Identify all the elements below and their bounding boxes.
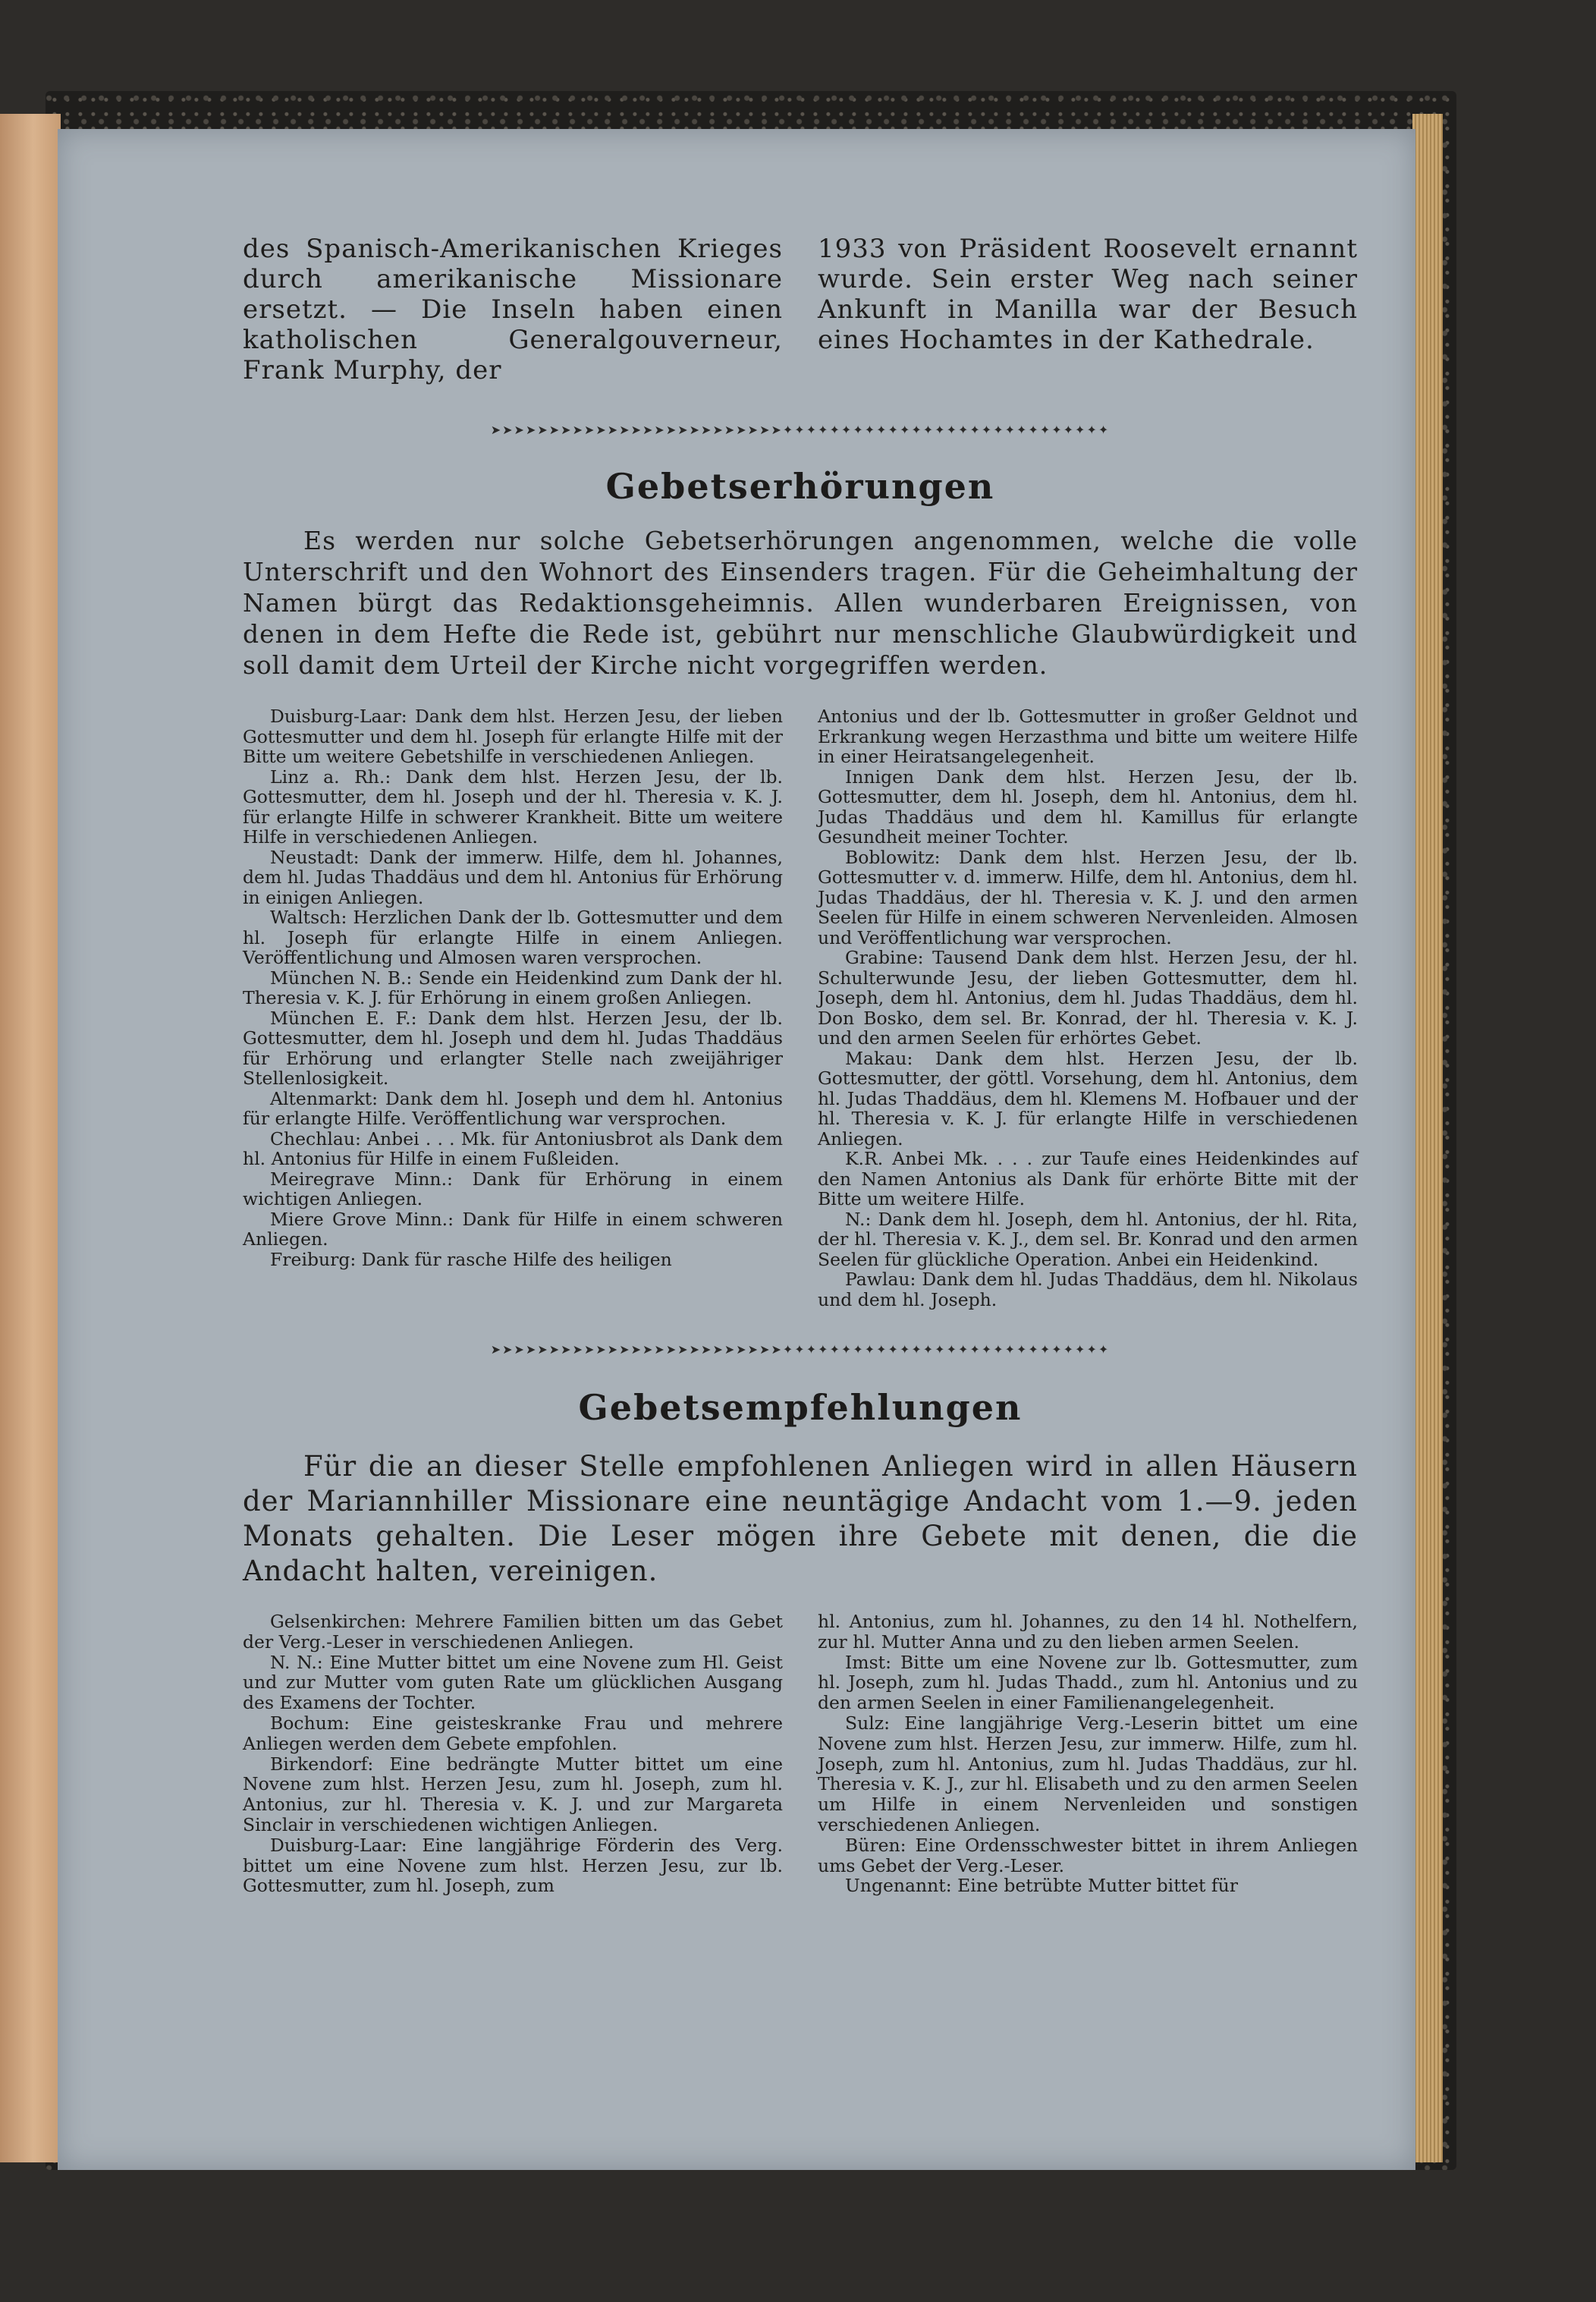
list-item: hl. Antonius, zum hl. Johannes, zu den 14 hl. Nothelfern, zur hl. Mutter Anna und zu den lieben armen Seelen. xyxy=(818,1611,1358,1653)
list-item: Sulz: Eine langjährige Verg.-Leserin bittet um eine Novene zum hlst. Herzen Jesu, zur immerw. Hilfe, zum hl. Joseph, zum hl. Antonius, zum hl. Judas Thaddäus, zur hl. Theresia v. K. J., zur hl. Elisabeth und zu den armen Seelen um Hilfe in einem Nervenleiden und sonstigen verschiedenen Anliegen. xyxy=(818,1712,1358,1835)
list-item: Birkendorf: Eine bedrängte Mutter bittet um eine Novene zum hlst. Herzen Jesu, zum hl. Joseph, zum hl. Antonius, zur hl. Theresia v. K. J. und zur Margareta Sinclair in verschiedenen wichtigen Anliegen. xyxy=(243,1753,783,1835)
list-item: Freiburg: Dank für rasche Hilfe des heiligen xyxy=(270,1248,672,1270)
section-title-gebetsempfehlungen: Gebetsempfehlungen xyxy=(578,1387,1023,1428)
section1-left-column xyxy=(243,706,783,1310)
list-item: Innigen Dank dem hlst. Herzen Jesu, der lb. Gottesmutter, dem hl. Joseph, dem hl. Antonius, dem hl. Judas Thaddäus und dem hl. Kamillus für erlangte Gesundheit meiner Tochter. xyxy=(818,766,1358,848)
ornamental-divider: ➤➤➤➤➤➤➤➤➤➤➤➤➤➤➤➤➤➤➤➤➤➤➤➤➤✦✦✦✦✦✦✦✦✦✦✦✦✦✦✦✦✦✦✦✦✦✦✦✦✦✦✦✦ xyxy=(490,425,1111,436)
list-item: Bochum: Eine geisteskranke Frau und mehrere Anliegen werden dem Gebete empfohlen. xyxy=(243,1712,783,1754)
list-item: Duisburg-Laar: Eine langjährige Förderin des Verg. bittet um eine Novene zum hlst. Herzen Jesu, zur lb. Gottesmutter, zum hl. Joseph, zum xyxy=(243,1834,783,1897)
list-item: Antonius und der lb. Gottesmutter in großer Geldnot und Erkrankung wegen Herzasthma und bitte um weitere Hilfe in einer Heiratsangelegenheit. xyxy=(818,706,1358,767)
section2-right-column xyxy=(818,1612,1358,1896)
list-item: Gelsenkirchen: Mehrere Familien bitten um das Gebet der Verg.-Leser in verschiedenen Anliegen. xyxy=(243,1611,783,1653)
top-continuation xyxy=(243,234,1358,385)
list-item: Meiregrave Minn.: Dank für Erhörung in einem wichtigen Anliegen. xyxy=(243,1168,783,1209)
list-item: Waltsch: Herzlichen Dank der lb. Gottesmutter und dem hl. Joseph für erlangte Hilfe in einem Anliegen. Veröffentlichung und Almosen waren versprochen. xyxy=(243,907,783,968)
section-title-gebetserhoerungen: Gebetserhörungen xyxy=(605,466,995,507)
list-item: Linz a. Rh.: Dank dem hlst. Herzen Jesu, der lb. Gottesmutter, dem hl. Joseph und der hl. Theresia v. K. J. für erlangte Hilfe in schwerer Krankheit. Bitte um weitere Hilfe in verschiedenen Anliegen. xyxy=(243,766,783,848)
list-item: N.: Dank dem hl. Joseph, dem hl. Antonius, der hl. Rita, der hl. Theresia v. K. J., dem sel. Br. Konrad und den armen Seelen für glückliche Operation. Anbei ein Heidenkind. xyxy=(818,1208,1358,1270)
list-item: Miere Grove Minn.: Dank für Hilfe in einem schweren Anliegen. xyxy=(243,1208,783,1250)
section2-intro: Für die an dieser Stelle empfohlenen Anliegen wird in allen Häusern der Mariannhiller Missionare eine neuntägige Andacht vom 1.—9. jeden Monats gehalten. Die Leser mögen ihre Gebete mit denen, die die Andacht halten, vereinigen. xyxy=(243,1450,1358,1587)
list-item: Makau: Dank dem hlst. Herzen Jesu, der lb. Gottesmutter, der göttl. Vorsehung, dem hl. Antonius, dem hl. Judas Thaddäus, dem hl. Klemens M. Hofbauer und der hl. Theresia v. K. J. für erlangte Hilfe in verschiedenen Anliegen. xyxy=(818,1047,1358,1149)
section2-left-column xyxy=(243,1612,783,1896)
page-stack-edge xyxy=(1412,114,1443,2162)
list-item: Grabine: Tausend Dank dem hlst. Herzen Jesu, der hl. Schulterwunde Jesu, der lieben Gottesmutter, dem hl. Joseph, dem hl. Antonius, dem hl. Judas Thaddäus, dem hl. Don Bosko, dem sel. Br. Konrad, der hl. Theresia v. K. J. und den armen Seelen für erhörtes Gebet. xyxy=(818,947,1358,1049)
list-item: Imst: Bitte um eine Novene zur lb. Gottesmutter, zum hl. Joseph, zum hl. Judas Thadd., zum hl. Antonius und zu den armen Seelen in einer Familienangelegenheit. xyxy=(818,1651,1358,1714)
list-item: Duisburg-Laar: Dank dem hlst. Herzen Jesu, der lieben Gottesmutter und dem hl. Joseph für erlangte Hilfe mit der Bitte um weitere Gebetshilfe in verschiedenen Anliegen. xyxy=(243,706,783,767)
list-item: Neustadt: Dank der immerw. Hilfe, dem hl. Johannes, dem hl. Judas Thaddäus und dem hl. Antonius für Erhörung in einigen Anliegen. xyxy=(243,846,783,908)
section1-intro: Es werden nur solche Gebetserhörungen angenommen, welche die volle Unterschrift und den Wohnort des Einsenders tragen. Für die Geheimhaltung der Namen bürgt das Redaktionsgeheimnis. Allen wunderbaren Ereignissen, von denen in dem Hefte die Rede ist, gebührt nur menschliche Glaubwürdigkeit und soll damit dem Urteil der Kirche nicht vorgegriffen werden. xyxy=(243,526,1358,680)
list-item: München N. B.: Sende ein Heidenkind zum Dank der hl. Theresia v. K. J. für Erhörung in einem großen Anliegen. xyxy=(243,967,783,1008)
list-item: Ungenannt: Eine betrübte Mutter bittet für xyxy=(845,1875,1238,1897)
list-item: Chechlau: Anbei . . . Mk. für Antoniusbrot als Dank dem hl. Antonius für Hilfe in einem Fußleiden. xyxy=(243,1127,783,1169)
list-item: N. N.: Eine Mutter bittet um eine Novene zum Hl. Geist und zur Mutter vom guten Rate um glücklichen Ausgang des Examens der Tochter. xyxy=(243,1651,783,1714)
section2-entries xyxy=(243,1612,1358,1896)
magazine-page xyxy=(58,129,1415,2170)
list-item: Altenmarkt: Dank dem hl. Joseph und dem hl. Antonius für erlangte Hilfe. Veröffentlichung war versprochen. xyxy=(243,1087,783,1129)
top-left-column: des Spanisch-Amerikanischen Krieges durch amerikanische Missionare ersetzt. — Die Inseln haben einen katholischen Generalgouverneur, Frank Murphy, der xyxy=(243,234,783,385)
section1-entries xyxy=(243,706,1358,1310)
list-item: Pawlau: Dank dem hl. Judas Thaddäus, dem hl. Nikolaus und dem hl. Joseph. xyxy=(818,1269,1358,1310)
list-item: München E. F.: Dank dem hlst. Herzen Jesu, der lb. Gottesmutter, dem hl. Joseph und dem hl. Judas Thaddäus für Erhörung und erlangter Stelle nach zweijähriger Stellenlosigkeit. xyxy=(243,1007,783,1089)
list-item: Büren: Eine Ordensschwester bittet in ihrem Anliegen ums Gebet der Verg.-Leser. xyxy=(818,1834,1358,1876)
section1-right-column xyxy=(818,706,1358,1310)
list-item: Boblowitz: Dank dem hlst. Herzen Jesu, der lb. Gottesmutter v. d. immerw. Hilfe, dem hl. Antonius, dem hl. Judas Thaddäus, der hl. Theresia v. K. J. und den armen Seelen für Hilfe in einem schweren Nervenleiden. Almosen und Veröffentlichung war versprochen. xyxy=(818,846,1358,948)
left-page-edge xyxy=(0,114,61,2162)
list-item: K.R. Anbei Mk. . . . zur Taufe eines Heidenkindes auf den Namen Antonius als Dank für erhörte Bitte mit der Bitte um weitere Hilfe. xyxy=(818,1148,1358,1209)
page-content xyxy=(243,234,1358,1896)
top-right-column: 1933 von Präsident Roosevelt ernannt wurde. Sein erster Weg nach seiner Ankunft in Manilla war der Besuch eines Hochamtes in der Kathedrale. xyxy=(818,234,1358,355)
ornamental-divider: ➤➤➤➤➤➤➤➤➤➤➤➤➤➤➤➤➤➤➤➤➤➤➤➤➤✦✦✦✦✦✦✦✦✦✦✦✦✦✦✦✦✦✦✦✦✦✦✦✦✦✦✦✦ xyxy=(490,1344,1111,1355)
